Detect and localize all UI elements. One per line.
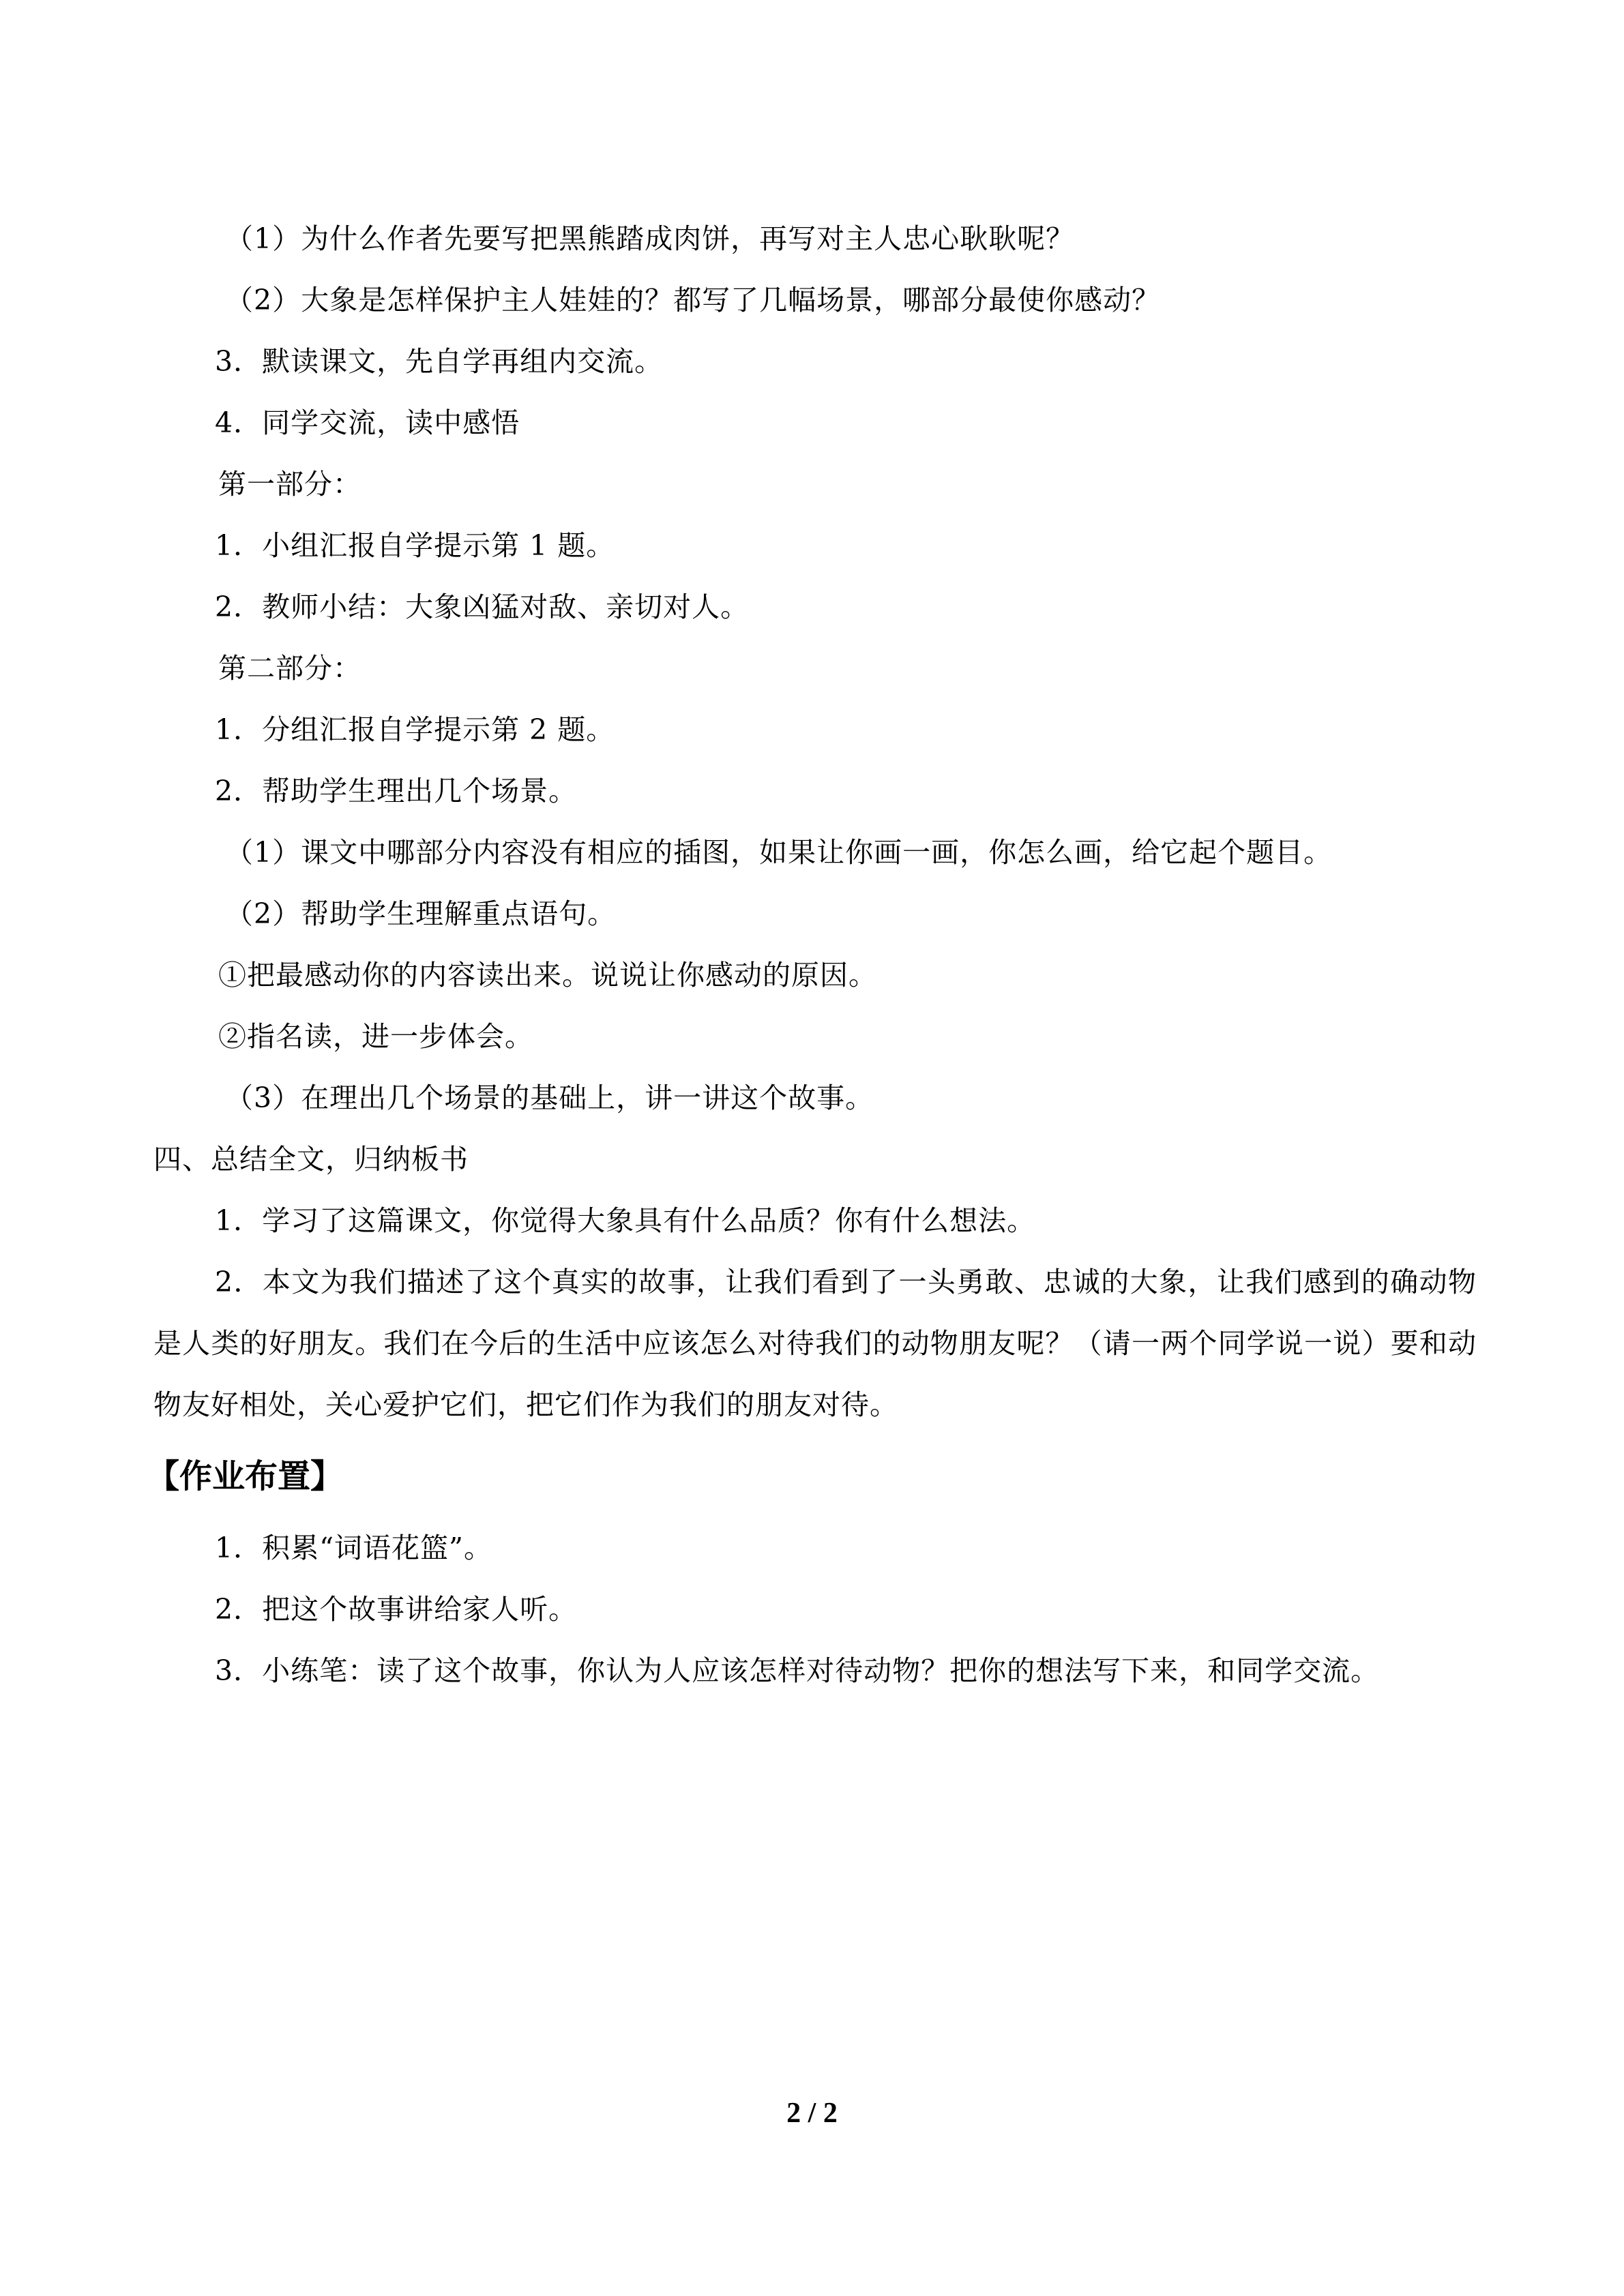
document-body bbox=[147, 208, 1477, 1701]
text-line: 第二部分： bbox=[218, 652, 361, 685]
homework-heading: 【作业布置】 bbox=[147, 1457, 344, 1495]
text-line: 第一部分： bbox=[218, 468, 361, 501]
text-line: （2）帮助学生理解重点语句。 bbox=[225, 897, 617, 930]
homework-item: 1．积累“词语花篮”。 bbox=[215, 1532, 493, 1564]
text-line: 4．同学交流，读中感悟 bbox=[215, 406, 520, 439]
homework-item: 3．小练笔：读了这个故事，你认为人应该怎样对待动物？把你的想法写下来，和同学交流。 bbox=[215, 1654, 1380, 1687]
text-line: ①把最感动你的内容读出来。说说让你感动的原因。 bbox=[218, 959, 877, 992]
homework-item: 2．把这个故事讲给家人听。 bbox=[215, 1593, 578, 1626]
lesson-steps bbox=[153, 208, 1477, 1251]
text-line: 2．教师小结：大象凶猛对敌、亲切对人。 bbox=[215, 591, 750, 623]
page-number: 2 / 2 bbox=[786, 2098, 838, 2129]
text-line: 1．分组汇报自学提示第 2 题。 bbox=[215, 713, 615, 746]
text-line: 1．学习了这篇课文，你觉得大象具有什么品质？你有什么想法。 bbox=[215, 1204, 1036, 1237]
text-line: （3）在理出几个场景的基础上，讲一讲这个故事。 bbox=[225, 1082, 874, 1114]
text-line: （1）为什么作者先要写把黑熊踏成肉饼，再写对主人忠心耿耿呢？ bbox=[225, 222, 1075, 255]
text-line: 四、总结全文，归纳板书 bbox=[153, 1143, 469, 1176]
text-line: 1．小组汇报自学提示第 1 题。 bbox=[215, 529, 615, 562]
text-line: （2）大象是怎样保护主人娃娃的？都写了几幅场景，哪部分最使你感动？ bbox=[225, 284, 1161, 316]
summary-paragraph: 2．本文为我们描述了这个真实的故事，让我们看到了一头勇敢、忠诚的大象，让我们感到的确动物是人类的好朋友。我们在今后的生活中应该怎么对待我们的动物朋友呢？（请一两个同学说一说）要和动物友好相处，关心爱护它们，把它们作为我们的朋友对待。 bbox=[153, 1266, 1477, 1421]
text-line: 2．帮助学生理出几个场景。 bbox=[215, 775, 578, 807]
text-line: ②指名读，进一步体会。 bbox=[218, 1020, 533, 1053]
text-line: 3．默读课文，先自学再组内交流。 bbox=[215, 345, 664, 378]
text-line: （1）课文中哪部分内容没有相应的插图，如果让你画一画，你怎么画，给它起个题目。 bbox=[225, 836, 1333, 869]
